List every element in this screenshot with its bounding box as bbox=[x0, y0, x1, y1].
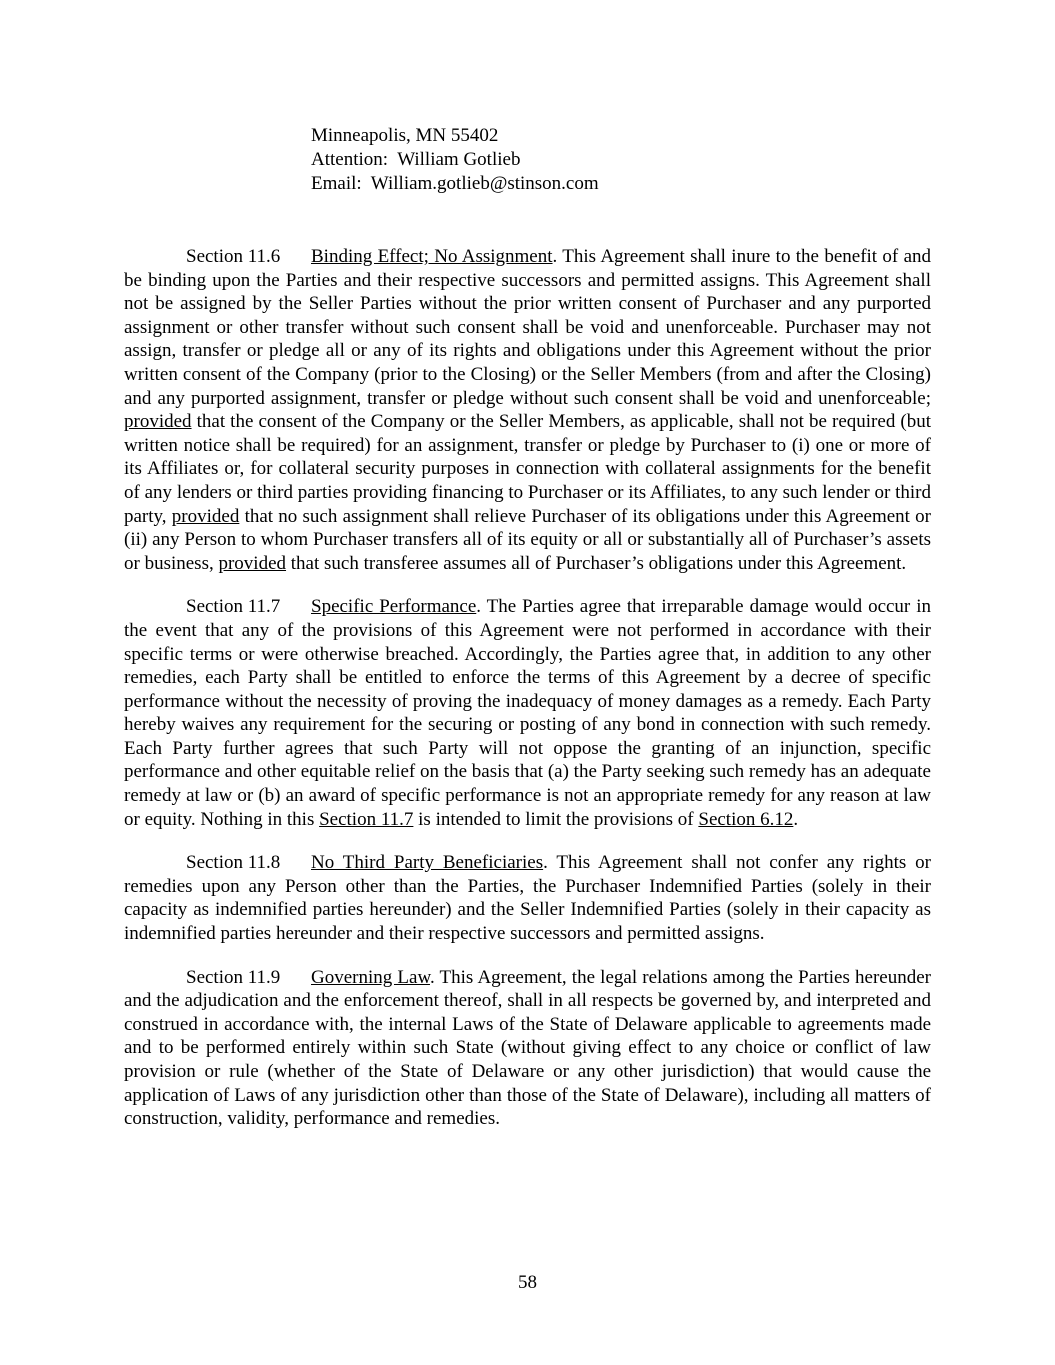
section-text: is intended to limit the provisions of bbox=[413, 808, 699, 830]
section-text: . bbox=[793, 808, 799, 830]
section-text: . The Parties agree that irreparable damage would occur in the event that any of the provisions of this Agreement were not performed in accordance with their specific terms or were otherwise breached. Accordingly, the Parties agree that, in addition to any other remedies, each Party shall be entitled to enforce the terms of this Agreement by a decree of specific performance without the necessity of proving the inadequacy of money damages as a remedy. Each Party hereby waives any requirement for the securing or posting of any bond in connection with such remedy. Each Party further agrees that such Party will not oppose the granting of an injunction, specific performance and other equitable relief on the basis that (a) the Party seeking such remedy has an adequate remedy at law or (b) an award of specific performance is not an appropriate remedy for any reason at law or equity. Nothing in this bbox=[124, 596, 931, 830]
section-11-6-paragraph bbox=[124, 245, 931, 575]
provided-term: provided bbox=[218, 552, 287, 574]
section-cross-reference: Section 6.12 bbox=[698, 808, 794, 830]
section-11-7-paragraph bbox=[124, 595, 931, 831]
section-cross-reference: Section 11.7 bbox=[319, 808, 414, 830]
provided-term: provided bbox=[124, 411, 192, 433]
section-title: Specific Performance bbox=[311, 596, 477, 618]
address-attention-line: Attention: William Gotlieb bbox=[311, 149, 521, 170]
section-11-9-paragraph bbox=[124, 966, 931, 1131]
section-text: . This Agreement shall inure to the benefit of and be binding upon the Parties and their respective successors and permitted assigns. This Agreement shall not be assigned by the Seller Parties without the prior written consent of Purchaser and any purported assignment or other transfer without such consent shall be void and unenforceable. Purchaser may not assign, transfer or pledge all or any of its rights and obligations under this Agreement without the prior written consent of the Company (prior to the Closing) or the Seller Members (from and after the Closing) and any purported assignment, transfer or pledge without such consent shall be void and unenforceable; bbox=[124, 246, 931, 409]
section-title: Binding Effect; No Assignment bbox=[311, 246, 553, 267]
address-email-line: Email: William.gotlieb@stinson.com bbox=[311, 173, 599, 194]
section-number: Section 11.7 bbox=[186, 596, 281, 618]
section-text: that the consent of the Company or the Seller Members, as applicable, shall not be required (but written notice shall be required) for an assignment, transfer or pledge by Purchaser to (i) one or more of its Affiliates or, for collateral security purposes in connection with collateral assignments for the benefit of any lenders or third parties providing financing to Purchaser or its Affiliates, to any such lender or third party, bbox=[124, 411, 931, 527]
section-text: . This Agreement, the legal relations among the Parties hereunder and the adjudication and the enforcement thereof, shall in all respects be governed by, and interpreted and construed in accordance with, the internal Laws of the State of Delaware applicable to agreements made and to be performed entirely within such State (without giving effect to any choice or conflict of law provision or rule (whether of the State of Delaware or any other jurisdiction) that would cause the application of Laws of any jurisdiction other than those of the State of Delaware), including all matters of construction, validity, performance and remedies. bbox=[124, 966, 931, 1130]
page-number: 58 bbox=[518, 1272, 537, 1293]
section-text: that such transferee assumes all of Purchaser’s obligations under this Agreement. bbox=[286, 552, 907, 574]
section-number: Section 11.9 bbox=[186, 966, 281, 988]
section-title: Governing Law bbox=[311, 966, 430, 988]
document-body bbox=[124, 245, 931, 1151]
section-11-8-paragraph bbox=[124, 851, 931, 945]
section-text: that no such assignment shall relieve Purchaser of its obligations under this Agreement or (ii) any Person to whom Purchaser transfers all of its equity or all or substantially all of Purchaser’s assets or business, bbox=[124, 505, 931, 574]
section-title: No Third Party Beneficiaries bbox=[311, 852, 544, 874]
provided-term: provided bbox=[171, 505, 240, 527]
address-block bbox=[311, 124, 599, 196]
address-city-line: Minneapolis, MN 55402 bbox=[311, 125, 499, 146]
section-number: Section 11.8 bbox=[186, 852, 281, 874]
section-number: Section 11.6 bbox=[186, 246, 281, 267]
section-text: . This Agreement shall not confer any rights or remedies upon any Person other than the Parties, the Purchaser Indemnified Parties (solely in their capacity as indemnified parties hereunder) and the Seller Indemnified Parties (solely in their capacity as indemnified parties hereunder and their respective successors and permitted assigns. bbox=[124, 852, 932, 945]
